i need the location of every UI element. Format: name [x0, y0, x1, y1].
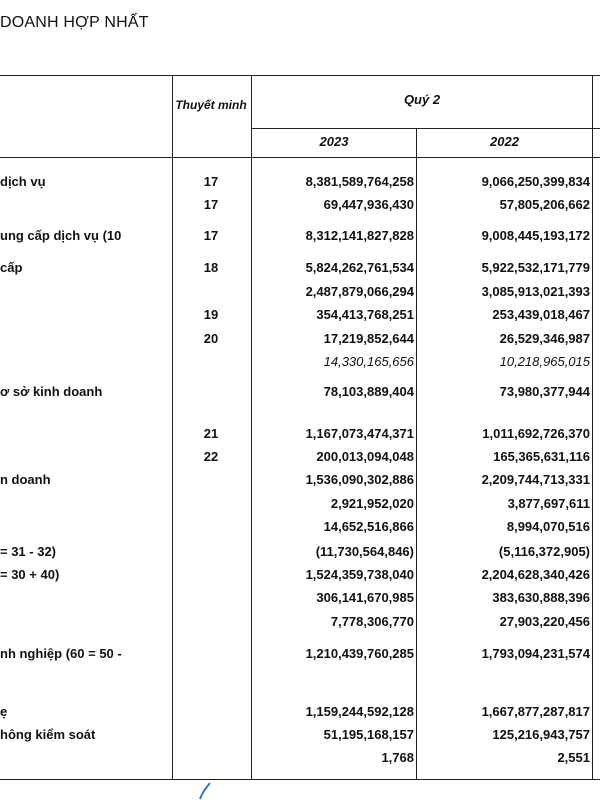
header-year-divider [252, 128, 600, 129]
row-note: 22 [203, 449, 219, 464]
value-2022: 73,980,377,944 [499, 384, 590, 399]
table-row [0, 426, 600, 444]
row-note: 17 [203, 197, 219, 212]
value-2023: 354,413,768,251 [316, 307, 414, 322]
value-2022: 2,204,628,340,426 [481, 567, 590, 582]
value-2022: 3,877,697,611 [507, 496, 590, 511]
value-2022: (5,116,372,905) [498, 544, 590, 559]
value-2023: 78,103,889,404 [323, 384, 414, 399]
table-row [0, 284, 600, 302]
value-2022: 9,008,445,193,172 [481, 228, 590, 243]
table-row [0, 727, 600, 745]
row-label: n doanh [0, 472, 51, 487]
value-2023: 51,195,168,157 [323, 727, 414, 742]
value-2022: 26,529,346,987 [499, 331, 590, 346]
year-2023-header: 2023 [319, 134, 349, 149]
value-2022: 253,439,018,467 [492, 307, 590, 322]
table-row [0, 354, 600, 372]
value-2023: 8,312,141,827,828 [305, 228, 414, 243]
table-row [0, 472, 600, 490]
table-row [0, 174, 600, 192]
value-2023: 8,381,589,764,258 [305, 174, 414, 189]
table-bottom-border [0, 779, 600, 780]
table-row [0, 544, 600, 562]
table-row [0, 307, 600, 325]
table-row [0, 449, 600, 467]
value-2023: 17,219,852,644 [323, 331, 414, 346]
table-row [0, 260, 600, 278]
row-label: ung cấp dịch vụ (10 [0, 228, 122, 243]
value-2022: 1,667,877,287,817 [481, 704, 590, 719]
table-row [0, 704, 600, 722]
row-note: 17 [203, 174, 219, 189]
value-2022: 3,085,913,021,393 [481, 284, 590, 299]
value-2022: 165,365,631,116 [493, 449, 590, 464]
row-label: ơ sở kinh doanh [0, 384, 103, 399]
table-row [0, 590, 600, 608]
value-2023: 69,447,936,430 [323, 197, 414, 212]
value-2023: 14,652,516,866 [323, 519, 414, 534]
value-2023: 5,824,262,761,534 [305, 260, 414, 275]
period-header: Quý 2 [403, 92, 441, 107]
value-2023: 7,778,306,770 [330, 614, 414, 629]
table-row [0, 519, 600, 537]
row-note: 20 [203, 331, 219, 346]
table-row [0, 750, 600, 768]
pen-stroke-mark [198, 782, 212, 800]
report-title: DOANH HỢP NHẤT [0, 14, 149, 31]
value-2023: 1,524,359,738,040 [305, 567, 414, 582]
year-2022-header: 2022 [490, 134, 519, 149]
row-label: cấp [0, 260, 23, 275]
value-2022: 9,066,250,399,834 [481, 174, 590, 189]
header-bottom-border [0, 157, 600, 158]
value-2022: 57,805,206,662 [499, 197, 590, 212]
table-row [0, 567, 600, 585]
row-label: nh nghiệp (60 = 50 - [0, 646, 122, 661]
value-2023: 306,141,670,985 [316, 590, 414, 605]
value-2023: (11,730,564,846) [315, 544, 414, 559]
value-2023: 1,210,439,760,285 [305, 646, 414, 661]
note-column-header: Thuyết minh [175, 98, 247, 112]
value-2022: 1,793,094,231,574 [481, 646, 590, 661]
row-label: = 31 - 32) [0, 544, 57, 559]
value-2023: 1,167,073,474,371 [305, 426, 414, 441]
value-2022: 5,922,532,171,779 [481, 260, 590, 275]
value-2023: 1,159,244,592,128 [305, 704, 414, 719]
value-2022: 383,630,888,396 [492, 590, 590, 605]
table-top-border [0, 75, 600, 76]
value-2023: 2,921,952,020 [330, 496, 414, 511]
value-2023: 200,013,094,048 [316, 449, 414, 464]
value-2023: 1,536,090,302,886 [305, 472, 414, 487]
row-note: 17 [203, 228, 219, 243]
table-row [0, 197, 600, 215]
value-2023: 2,487,879,066,294 [305, 284, 414, 299]
row-label: = 30 + 40) [0, 567, 60, 582]
value-2022: 2,551 [557, 750, 590, 765]
row-note: 19 [203, 307, 219, 322]
table-row [0, 384, 600, 402]
row-note: 21 [203, 426, 219, 441]
row-note: 18 [203, 260, 219, 275]
value-2023: 14,330,165,656 [323, 354, 414, 369]
row-label: hông kiểm soát [0, 727, 96, 742]
row-label: ẹ [0, 704, 8, 719]
value-2022: 125,216,943,757 [492, 727, 590, 742]
value-2022: 8,994,070,516 [506, 519, 590, 534]
table-row [0, 614, 600, 632]
row-label: dịch vụ [0, 174, 46, 189]
table-row [0, 331, 600, 349]
value-2022: 1,011,692,726,370 [482, 426, 590, 441]
table-row [0, 646, 600, 664]
value-2022: 10,218,965,015 [499, 354, 590, 369]
value-2022: 2,209,744,713,331 [481, 472, 590, 487]
table-row [0, 496, 600, 514]
value-2022: 27,903,220,456 [499, 614, 590, 629]
table-row [0, 228, 600, 246]
value-2023: 1,768 [381, 750, 414, 765]
